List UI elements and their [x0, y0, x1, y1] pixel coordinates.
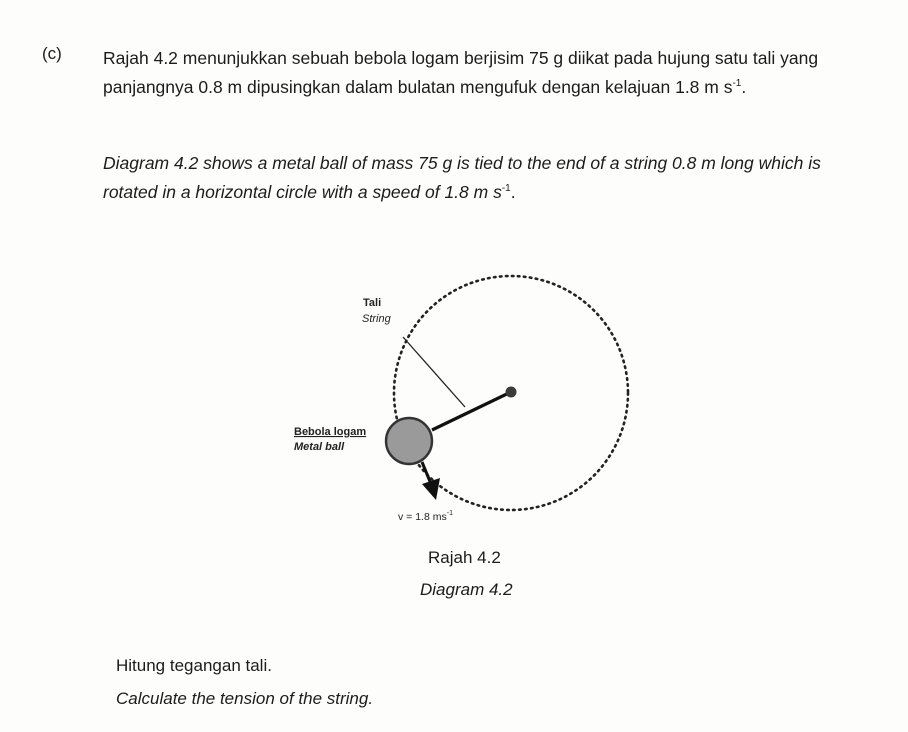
malay-unit-superscript: -1 [732, 78, 742, 89]
english-unit-superscript: -1 [501, 183, 511, 194]
velocity-arrow-head [422, 478, 440, 500]
velocity-label [398, 510, 453, 523]
task-malay: Hitung tegangan tali. [116, 656, 272, 675]
velocity-arrow-shaft [422, 462, 431, 484]
malay-end: . [741, 77, 747, 97]
malay-text: Rajah 4.2 menunjukkan sebuah bebola logam berjisim 75 g diikat pada hujung satu tali yang panjangnya 0.8 m dipusingkan dalam bulatan mengufuk dengan kelajuan 1.8 m s [103, 48, 819, 97]
question-label: (c) [42, 44, 62, 63]
string-line [432, 392, 511, 430]
english-end: . [510, 182, 516, 202]
task-english: Calculate the tension of the string. [116, 689, 374, 708]
diagram-caption-english: Diagram 4.2 [420, 580, 513, 599]
diagram-caption-malay: Rajah 4.2 [428, 548, 501, 567]
metal-ball [386, 418, 432, 464]
string-label-pointer [403, 337, 465, 407]
center-pivot [506, 387, 517, 398]
velocity-unit-superscript: -1 [446, 510, 453, 517]
string-label-malay: Tali [363, 297, 382, 309]
ball-label-malay: Bebola logam [294, 426, 367, 438]
english-text: Diagram 4.2 shows a metal ball of mass 75 g is tied to the end of a string 0.8 m long which is rotated in a horizontal circle with a speed of 1.8 m s [103, 153, 821, 202]
velocity-value: v = 1.8 ms [398, 511, 447, 523]
ball-label-english: Metal ball [294, 441, 345, 453]
string-label-english: String [362, 313, 391, 325]
